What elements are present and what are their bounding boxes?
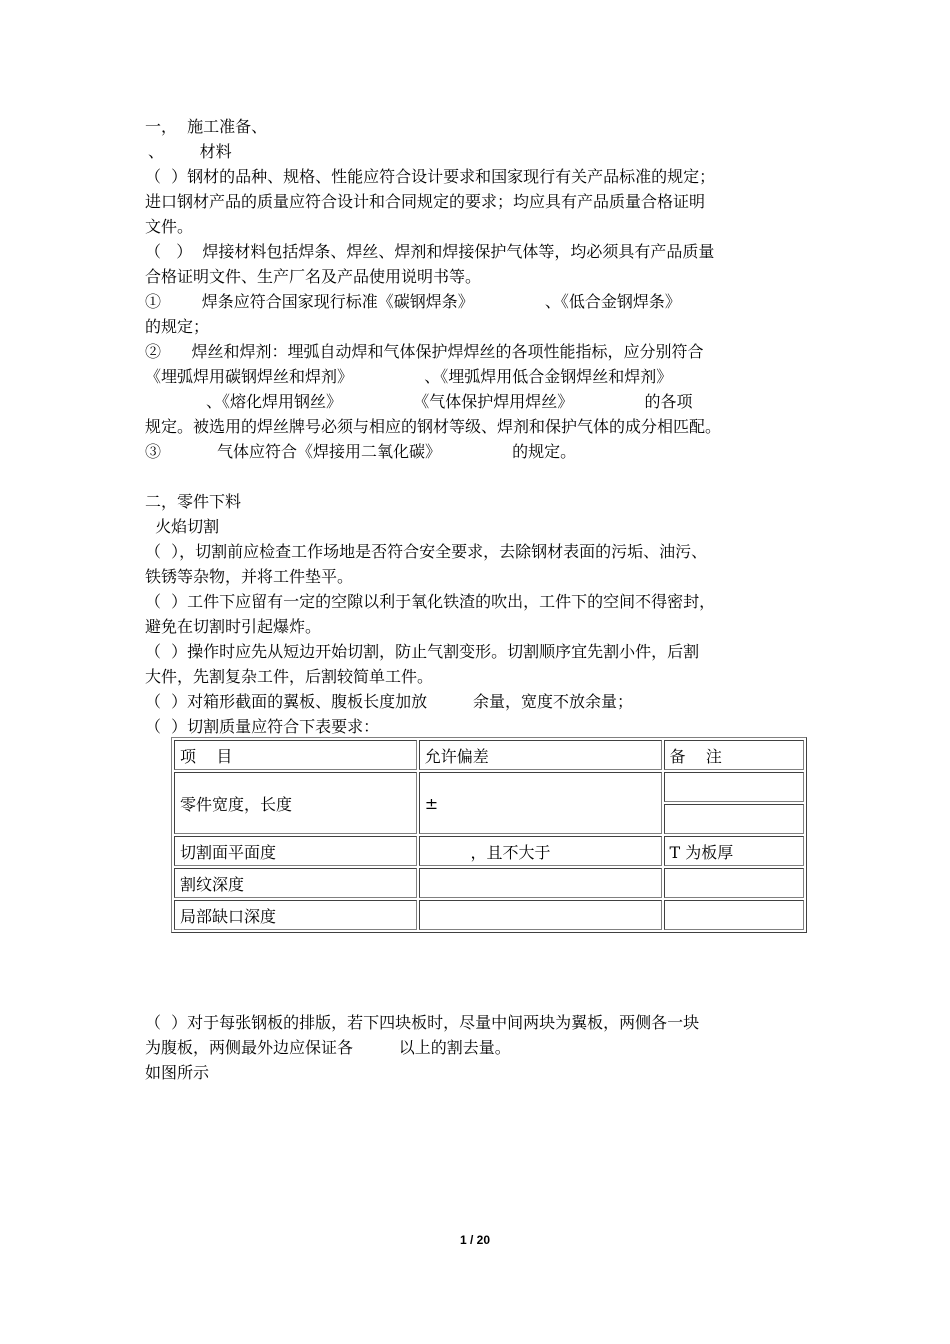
paragraph-line: 为腹板，两侧最外边应保证各 以上的割去量。 bbox=[145, 1038, 511, 1057]
table-cell-tolerance bbox=[419, 868, 662, 898]
table-cell-item: 切割面平面度 bbox=[174, 836, 417, 866]
paragraph-line: 文件。 bbox=[145, 217, 194, 236]
table-row bbox=[174, 868, 804, 898]
list-item-line: ③ 气体应符合《焊接用二氧化碳》 的规定。 bbox=[145, 442, 577, 461]
table-row bbox=[174, 900, 804, 930]
table-cell-remark bbox=[664, 772, 804, 802]
paragraph-line: （ ）工件下应留有一定的空隙以利于氧化铁渣的吹出，工件下的空间不得密封， bbox=[145, 592, 716, 611]
table-cell-item: 零件宽度，长度 bbox=[174, 772, 417, 834]
paragraph-line: （ ）钢材的品种、规格、性能应符合设计要求和国家现行有关产品标准的规定； bbox=[145, 167, 716, 186]
table-cell-remark bbox=[664, 900, 804, 930]
list-item-line: ① 焊条应符合国家现行标准《碳钢焊条》 、《低合金钢焊条》 bbox=[145, 292, 681, 311]
list-item-line: 的规定； bbox=[145, 317, 210, 336]
paragraph-line: （ ）切割质量应符合下表要求： bbox=[145, 717, 380, 736]
paragraph-line: 如图所示 bbox=[145, 1063, 210, 1082]
paragraph-line: （ ）对箱形截面的翼板、腹板长度加放 余量，宽度不放余量； bbox=[145, 692, 633, 711]
paragraph-line: 铁锈等杂物，并将工件垫平。 bbox=[145, 567, 354, 586]
table-cell-tolerance: ± bbox=[419, 772, 662, 834]
list-item-line: ② 焊丝和焊剂：埋弧自动焊和气体保护焊焊丝的各项性能指标，应分别符合 bbox=[145, 342, 704, 361]
table-header-row bbox=[174, 740, 804, 770]
paragraph-line: （ ）对于每张钢板的排版，若下四块板时，尽量中间两块为翼板，两侧各一块 bbox=[145, 1013, 700, 1032]
table-row bbox=[174, 836, 804, 866]
table-cell-item: 割纹深度 bbox=[174, 868, 417, 898]
paragraph-line: 合格证明文件、生产厂名及产品使用说明书等。 bbox=[145, 267, 482, 286]
paragraph-line: 大件，先割复杂工件，后割较简单工件。 bbox=[145, 667, 434, 686]
list-item-line: 规定。被选用的焊丝牌号必须与相应的钢材等级、焊剂和保护气体的成分相匹配。 bbox=[145, 417, 722, 436]
table-cell-remark bbox=[664, 868, 804, 898]
table-cell-tolerance bbox=[419, 900, 662, 930]
page-number: 1 / 20 bbox=[459, 1233, 491, 1247]
table-cell-remark bbox=[664, 804, 804, 834]
table-row bbox=[174, 772, 804, 802]
list-item-line: 《埋弧焊用碳钢焊丝和焊剂》 、《埋弧焊用低合金钢焊丝和焊剂》 bbox=[145, 367, 673, 386]
table-header-remark: 备 注 bbox=[664, 740, 804, 770]
paragraph-line: 避免在切割时引起爆炸。 bbox=[145, 617, 322, 636]
paragraph-line: （ ）操作时应先从短边开始切割，防止气割变形。切割顺序宜先割小件，后割 bbox=[145, 642, 700, 661]
table-cell-remark: T 为板厚 bbox=[664, 836, 804, 866]
paragraph-line: 进口钢材产品的质量应符合设计和合同规定的要求；均应具有产品质量合格证明 bbox=[145, 192, 706, 211]
table-cell-item: 局部缺口深度 bbox=[174, 900, 417, 930]
table-cell-tolerance: ，且不大于 bbox=[419, 836, 662, 866]
subheading-flame-cutting: 火焰切割 bbox=[145, 517, 220, 536]
paragraph-line: （ ），切割前应检查工作场地是否符合安全要求，去除钢材表面的污垢、油污、 bbox=[145, 542, 708, 561]
section-heading-cutting: 二，零件下料 bbox=[145, 492, 242, 511]
list-item-line: 、《熔化焊用钢丝》 《气体保护焊用焊丝》 的各项 bbox=[145, 392, 693, 411]
table-header-tolerance: 允许偏差 bbox=[419, 740, 662, 770]
cutting-quality-table bbox=[171, 737, 807, 933]
paragraph-line: （ ） 焊接材料包括焊条、焊丝、焊剂和焊接保护气体等，均必须具有产品质量 bbox=[145, 242, 715, 261]
subheading-materials: 、 材料 bbox=[148, 142, 232, 161]
section-heading-preparation: 一， 施工准备、 bbox=[145, 117, 268, 136]
table-header-item: 项 目 bbox=[174, 740, 417, 770]
